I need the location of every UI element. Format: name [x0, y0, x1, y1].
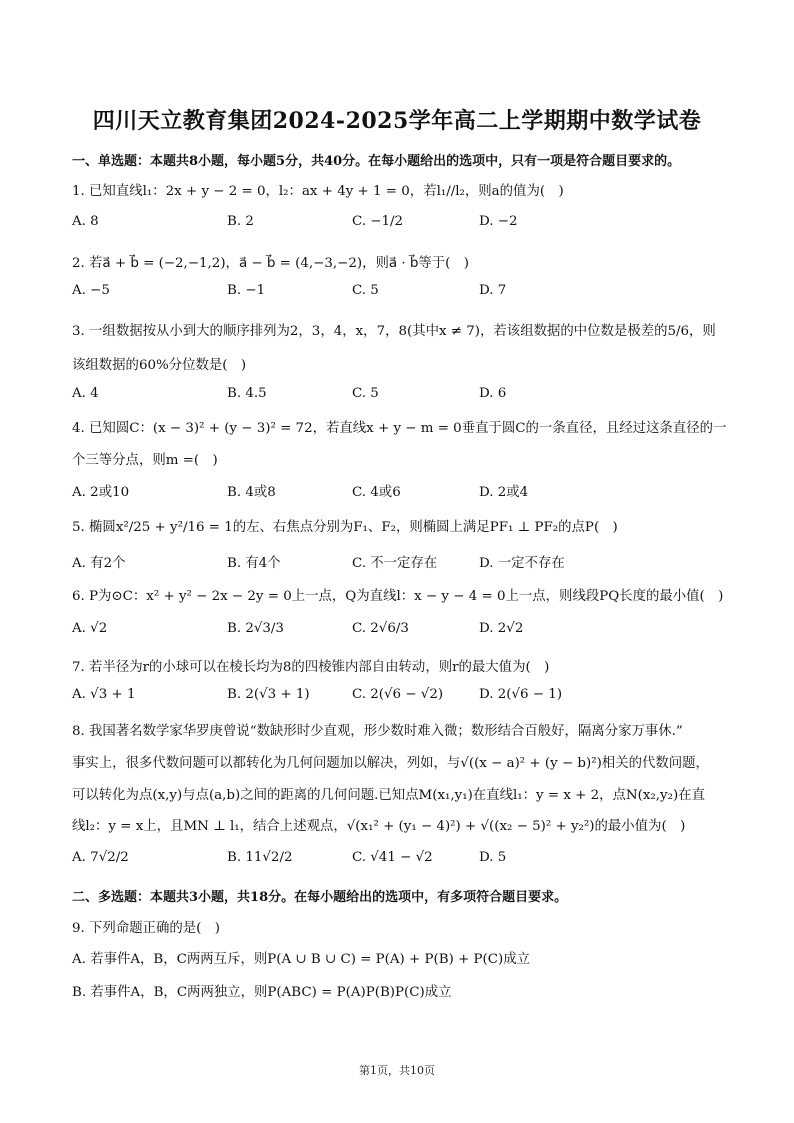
option-b: B. 2 [227, 214, 254, 229]
option-d: D. 7 [479, 283, 507, 298]
page-footer: 第1页，共10页 [359, 1064, 435, 1077]
question-5-options [72, 552, 732, 572]
page-title: 四川天立教育集团2024-2025学年高二上学期期中数学试卷 [92, 108, 702, 134]
section-heading-multi-choice: 二、多选题：本题共3小题，共18分。在每小题给出的选项中，有多项符合题目要求。 [72, 890, 568, 905]
option-c: C. 5 [352, 283, 379, 298]
option-b: B. −1 [227, 283, 266, 298]
question-7-options [72, 687, 732, 707]
option-a: A. 2或10 [72, 485, 130, 500]
option-c: C. 4或6 [352, 485, 401, 500]
question-8-stem-cont-2: 可以转化为点(x,y)与点(a,b)之间的距离的几何问题.已知点M(x₁,y₁)在直线l₁：y = x + 2，点N(x₂,y₂)在直 [72, 788, 705, 803]
option-b: B. 2√3/3 [227, 621, 284, 636]
option-a: A. 4 [72, 386, 99, 401]
section-heading-single-choice: 一、单选题：本题共8小题，每小题5分，共40分。在每小题给出的选项中，只有一项是符合题目要求的。 [72, 154, 681, 169]
question-8-options [72, 850, 732, 870]
question-7-stem: 7. 若半径为r的小球可以在棱长均为8的四棱锥内部自由转动，则r的最大值为( ) [72, 660, 550, 675]
option-d: D. 2或4 [479, 485, 529, 500]
option-a: A. √2 [72, 621, 108, 636]
question-2-options [72, 283, 732, 303]
option-a: A. 7√2/2 [72, 850, 129, 865]
option-a: A. 8 [72, 214, 99, 229]
question-9-stem: 9. 下列命题正确的是( ) [72, 921, 220, 936]
option-c: C. −1/2 [352, 214, 404, 229]
option-d: D. 一定不存在 [479, 556, 565, 571]
question-8-stem: 8. 我国著名数学家华罗庚曾说“数缺形时少直观，形少数时难入微；数形结合百般好，隔离分家万事休.” [72, 724, 683, 739]
option-b: B. 有4个 [227, 556, 281, 571]
option-b: B. 2(√3 + 1) [227, 687, 310, 702]
question-4-stem: 4. 已知圆C：(x − 3)² + (y − 3)² = 72，若直线x + y − m = 0垂直于圆C的一条直径，且经过这条直径的一 [72, 421, 727, 436]
option-b: B. 4.5 [227, 386, 267, 401]
question-6-stem: 6. P为⊙C：x² + y² − 2x − 2y = 0上一点，Q为直线l：x − y − 4 = 0上一点，则线段PQ长度的最小值( ) [72, 589, 724, 604]
question-3-options [72, 386, 732, 406]
option-c: C. 2(√6 − √2) [352, 687, 444, 702]
option-b: B. 4或8 [227, 485, 276, 500]
option-c: C. 不一定存在 [352, 556, 438, 571]
question-4-stem-cont: 个三等分点，则m =( ) [72, 453, 218, 468]
question-3-stem-cont: 该组数据的60%分位数是( ) [72, 358, 247, 373]
option-d: D. 2(√6 − 1) [479, 687, 563, 702]
option-a: A. −5 [72, 283, 110, 298]
question-9-option-a: A. 若事件A，B，C两两互斥，则P(A ∪ B ∪ C) = P(A) + P(B) + P(C)成立 [72, 952, 531, 967]
question-1-stem: 1. 已知直线l₁：2x + y − 2 = 0，l₂：ax + 4y + 1 = 0，若l₁//l₂，则a的值为( ) [72, 184, 564, 199]
option-b: B. 11√2/2 [227, 850, 293, 865]
question-6-options [72, 621, 732, 641]
option-a: A. √3 + 1 [72, 687, 136, 702]
question-4-options [72, 481, 732, 501]
option-d: D. 2√2 [479, 621, 524, 636]
question-9-option-b: B. 若事件A，B，C两两独立，则P(ABC) = P(A)P(B)P(C)成立 [72, 985, 452, 1000]
question-5-stem: 5. 椭圆x²/25 + y²/16 = 1的左、右焦点分别为F₁、F₂，则椭圆上满足PF₁ ⊥ PF₂的点P( ) [72, 520, 618, 535]
option-d: D. −2 [479, 214, 518, 229]
option-c: C. √41 − √2 [352, 850, 433, 865]
option-a: A. 有2个 [72, 556, 126, 571]
question-2-stem: 2. 若a⃗ + b⃗ = (−2,−1,2)，a⃗ − b⃗ = (4,−3,−2)，则a⃗ · b⃗等于( ) [72, 256, 469, 271]
question-8-stem-cont-3: 线l₂：y = x上，且MN ⊥ l₁，结合上述观点，√(x₁² + (y₁ − 4)²) + √((x₂ − 5)² + y₂²)的最小值为( ) [72, 819, 686, 834]
option-c: C. 2√6/3 [352, 621, 409, 636]
option-d: D. 6 [479, 386, 507, 401]
question-1-options [72, 214, 732, 234]
question-3-stem: 3. 一组数据按从小到大的顺序排列为2，3，4，x，7，8(其中x ≠ 7)，若该组数据的中位数是极差的5/6，则 [72, 324, 716, 339]
question-8-stem-cont-1: 事实上，很多代数问题可以都转化为几何问题加以解决，列如，与√((x − a)² + (y − b)²)相关的代数问题， [72, 756, 709, 771]
option-d: D. 5 [479, 850, 507, 865]
option-c: C. 5 [352, 386, 379, 401]
